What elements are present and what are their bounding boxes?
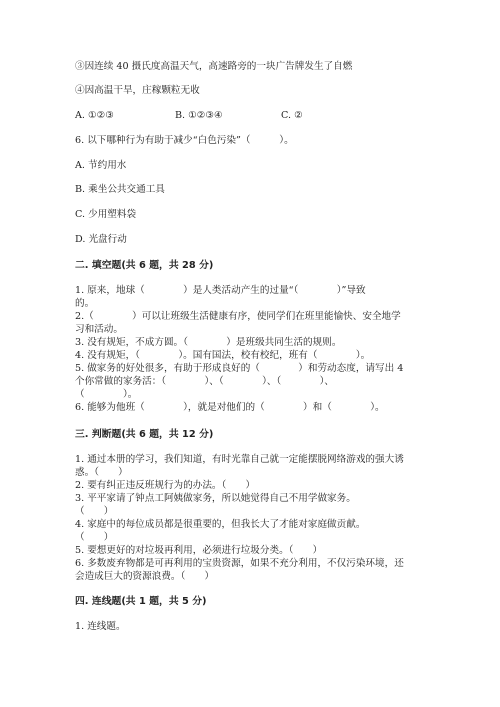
text-line: 会造成巨大的资源浪费。（ ） — [75, 571, 215, 582]
section-title: 四. 连线题(共 1 题，共 5 分) — [75, 596, 207, 607]
option-c: C. ② — [281, 110, 303, 121]
text-line: 1. 通过本册的学习，我们知道，有时光靠自己就一定能摆脱网络游戏的强大诱 — [75, 454, 404, 465]
option-a: A. ①②③ — [75, 110, 114, 121]
text-line: 习和活动。 — [75, 324, 123, 335]
text-line: 惑。（ ） — [75, 467, 128, 478]
text-line: 4. 没有规矩，（ ）。国有国法，校有校纪，班有（ ）。 — [75, 350, 371, 361]
option-d: D. 光盘行动 — [75, 234, 127, 245]
text-line: 6. 能够为他班（ ），就是对他们的（ ）和（ ）。 — [75, 402, 385, 413]
text-line: （ ） — [75, 506, 114, 517]
question-1: 1. 连线题。 — [75, 621, 126, 632]
text-line: 3. 平平家请了钟点工阿姨做家务，所以她觉得自己不用学做家务。 — [75, 493, 356, 504]
text-line: 5. 要想更好的对垃圾再利用，必须进行垃圾分类。（ ） — [75, 545, 323, 556]
text-line: 2.（ ）可以让班级生活健康有序，使同学们在班里能愉快、安全地学 — [75, 311, 401, 322]
options-row — [75, 109, 303, 123]
option-a: A. 节约用水 — [75, 160, 127, 171]
option-c: C. 少用塑料袋 — [75, 209, 137, 220]
option-b: B. ①②③④ — [175, 110, 223, 121]
text-line: 的。 — [75, 298, 95, 309]
question-6-stem: 6. 以下哪种行为有助于减少“白色污染”（ ）。 — [75, 135, 294, 146]
statement-3: ③因连续 40 摄氏度高温天气，高速路旁的一块广告牌发生了自燃 — [75, 61, 353, 72]
text-line: 6. 多数废弃物都是可再利用的宝贵资源，如果不充分利用，不仅污染环境，还 — [75, 558, 404, 569]
text-line: 3. 没有规矩，不成方圆。（ ）是班级共同生活的规则。 — [75, 337, 342, 348]
section-title: 二. 填空题(共 6 题，共 28 分) — [75, 260, 214, 271]
text-line: 1. 原来，地球（ ）是人类活动产生的过量“（ ）”导致 — [75, 285, 366, 296]
text-line: 4. 家庭中的每位成员都是很重要的，但我长大了才能对家庭做贡献。 — [75, 519, 366, 530]
text-line: 2. 要有纠正违反班规行为的办法。（ ） — [75, 480, 256, 491]
statement-4: ④因高温干旱，庄稼颗粒无收 — [75, 85, 200, 96]
text-line: 个你常做的家务活：（ ）、（ ）、（ ）、 — [75, 376, 335, 387]
text-line: （ ）。 — [75, 389, 138, 400]
option-b: B. 乘坐公共交通工具 — [75, 184, 165, 195]
text-line: （ ） — [75, 532, 114, 543]
section-title: 三. 判断题(共 6 题，共 12 分) — [75, 429, 214, 440]
text-line: 5. 做家务的好处很多，有助于形成良好的（ ）和劳动态度，请写出 4 — [75, 363, 404, 374]
